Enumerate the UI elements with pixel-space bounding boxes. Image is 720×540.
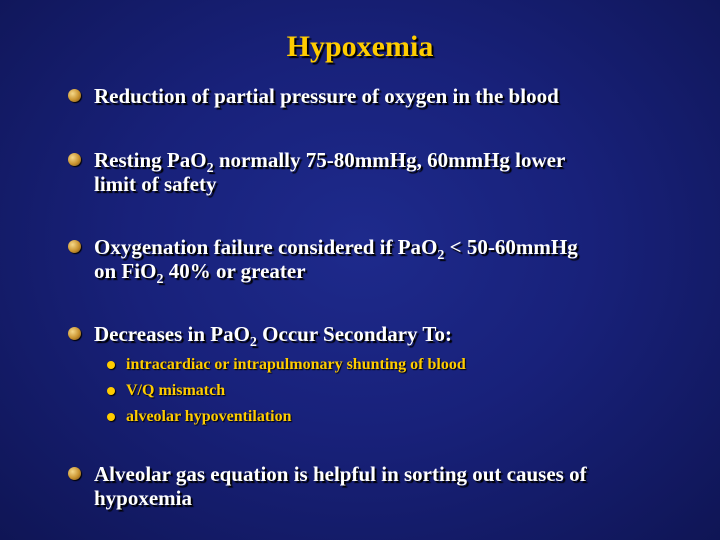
subitem-3: alveolar hypoventilation: [126, 408, 292, 425]
bullet-icon: [68, 240, 81, 253]
bullet-5: Alveolar gas equation is helpful in sorting out causes of hypoxemia: [94, 462, 587, 510]
bullet-3: Oxygenation failure considered if PaO$_2$ < 50-60mmHg on FiO$_2$ 40% or greater: [94, 235, 578, 288]
bullet-1: Reduction of partial pressure of oxygen in the blood: [94, 84, 559, 108]
bullet-icon: [68, 89, 81, 102]
subitem-2: V/Q mismatch: [126, 382, 226, 399]
bullet-4: Decreases in PaO$_2$ Occur Secondary To:: [94, 322, 452, 351]
subitem-1: intracardiac or intrapulmonary shunting of blood: [126, 356, 466, 373]
sub-bullet-icon: [107, 387, 115, 395]
bullet-icon: [68, 467, 81, 480]
slide-title: Hypoxemia: [286, 30, 434, 63]
bullet-icon: [68, 153, 81, 166]
bullet-2: Resting PaO$_2$ normally 75-80mmHg, 60mmHg lower limit of safety: [94, 148, 566, 196]
sub-bullet-icon: [107, 413, 115, 421]
sub-bullet-icon: [107, 361, 115, 369]
bullet-icon: [68, 327, 81, 340]
